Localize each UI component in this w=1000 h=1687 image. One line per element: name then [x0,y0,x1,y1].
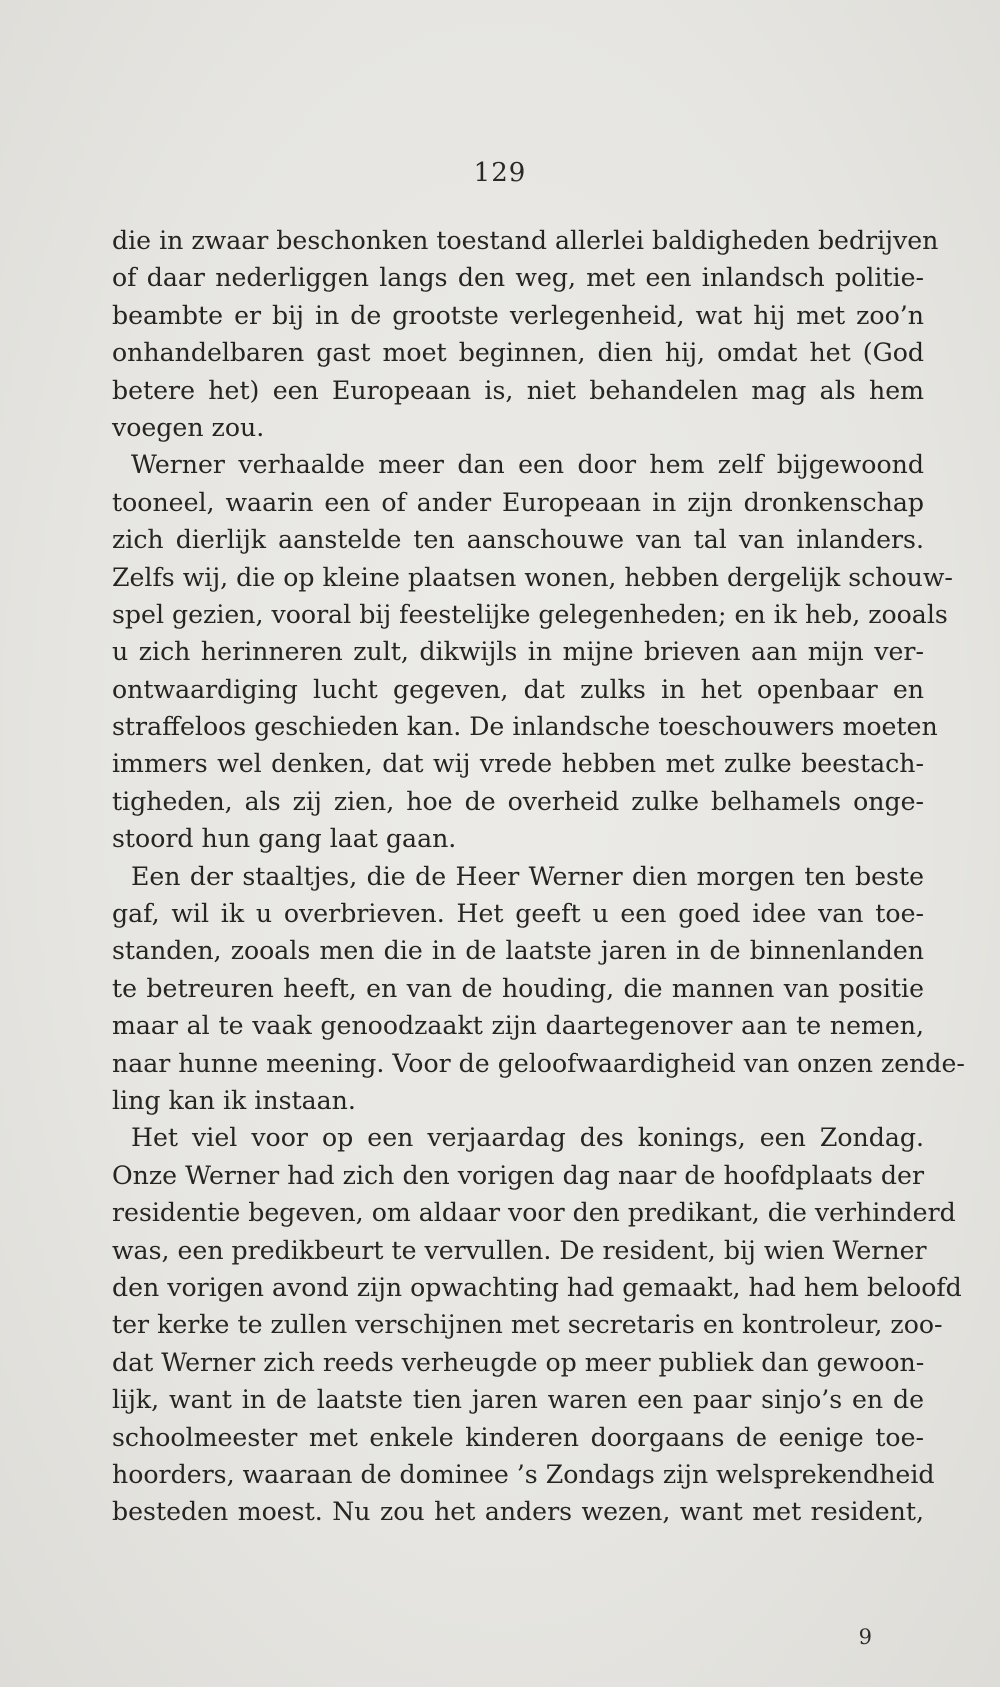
text-line: immers wel denken, dat wij vrede hebben met zulke beestach- [112,749,924,779]
text-line: Zelfs wij, die op kleine plaatsen wonen, hebben dergelijk schouw- [112,562,953,592]
text-line: voegen zou. [112,412,265,442]
text-line: spel gezien, vooral bij feestelijke gelegenheden; en ik heb, zooals [112,599,948,629]
text-line: dat Werner zich reeds verheugde op meer publiek dan gewoon- [112,1347,925,1377]
text-line: Een der staaltjes, die de Heer Werner dien morgen ten beste [131,861,924,891]
text-line: beambte er bij in de grootste verlegenheid, wat hij met zoo’n [112,300,924,330]
text-line: u zich herinneren zult, dikwijls in mijne brieven aan mijn ver- [112,637,924,667]
text-line: te betreuren heeft, en van de houding, die mannen van positie [112,973,924,1003]
text-line: maar al te vaak genoodzaakt zijn daartegenover aan te nemen, [112,1011,924,1041]
text-line: die in zwaar beschonken toestand allerlei baldigheden bedrijven [112,226,939,255]
text-line: besteden moest. Nu zou het anders wezen, want met resident, [112,1497,924,1527]
text-line: ontwaardiging lucht gegeven, dat zulks in het openbaar en [112,674,924,704]
text-line: Werner verhaalde meer dan een door hem zelf bijgewoond [131,450,924,480]
text-line: hoorders, waaraan de dominee ’s Zondags zijn welsprekendheid [112,1459,935,1489]
text-line: gaf, wil ik u overbrieven. Het geeft u een goed idee van toe- [112,899,924,929]
text-line: zich dierlijk aanstelde ten aanschouwe van tal van inlanders. [112,525,924,555]
signature-mark: 9 [858,1625,872,1649]
text-line: was, een predikbeurt te vervullen. De resident, bij wien Werner [112,1235,927,1265]
text-line: Onze Werner had zich den vorigen dag naar de hoofdplaats der [112,1160,924,1190]
page-number: 129 [473,158,527,188]
text-line: ter kerke te zullen verschijnen met secretaris en kontroleur, zoo- [112,1310,943,1340]
text-line: of daar nederliggen langs den weg, met een inlandsch politie- [112,263,924,293]
text-line: onhandelbaren gast moet beginnen, dien hij, omdat het (God [112,338,924,368]
text-line: den vorigen avond zijn opwachting had gemaakt, had hem beloofd [112,1272,962,1302]
text-line: schoolmeester met enkele kinderen doorgaans de eenige toe- [112,1422,924,1452]
text-line: stoord hun gang laat gaan. [112,824,457,854]
text-line: naar hunne meening. Voor de geloofwaardigheid van onzen zende- [112,1048,965,1078]
text-line: standen, zooals men die in de laatste jaren in de binnenlanden [112,936,924,966]
text-line: ling kan ik instaan. [112,1085,356,1115]
text-line: straffeloos geschieden kan. De inlandsche toeschouwers moeten [112,712,938,742]
text-line: lijk, want in de laatste tien jaren waren een paar sinjo’s en de [112,1385,924,1415]
text-line: residentie begeven, om aldaar voor den predikant, die verhinderd [112,1198,956,1228]
text-line: betere het) een Europeaan is, niet behandelen mag als hem [112,375,924,405]
text-line: Het viel voor op een verjaardag des konings, een Zondag. [131,1123,924,1153]
text-line: tooneel, waarin een of ander Europeaan in zijn dronkenschap [112,487,924,517]
text-line: tigheden, als zij zien, hoe de overheid zulke belhamels onge- [112,786,924,816]
body-text [112,222,965,1531]
